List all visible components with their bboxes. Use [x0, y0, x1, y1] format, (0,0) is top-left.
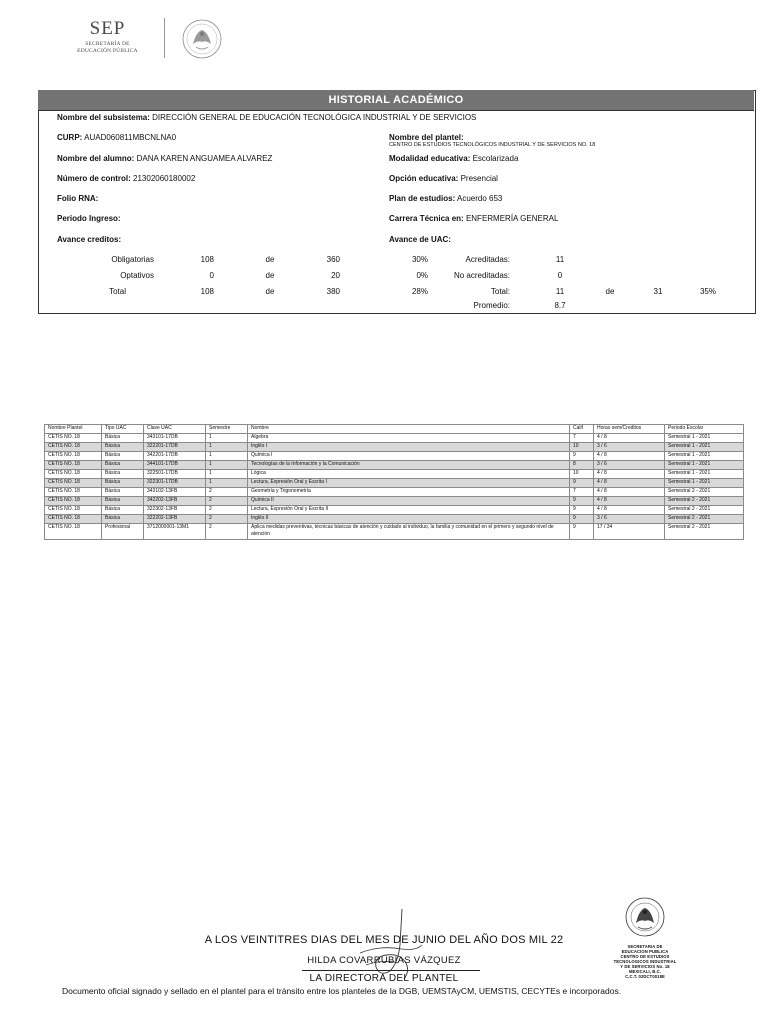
table-cell: Básica: [102, 515, 144, 524]
table-cell: Lectura, Expresión Oral y Escrita II: [248, 506, 570, 515]
carrera-value: ENFERMERÍA GENERAL: [465, 214, 559, 223]
total-de: de: [265, 287, 275, 296]
header-clave-uac: Clave UAC: [144, 425, 206, 434]
uac-total-pct: 35%: [699, 287, 716, 296]
header-nombre-plantel: Nombre Plantel: [45, 425, 102, 434]
table-cell: CETIS NO. 18: [45, 488, 102, 497]
table-cell: CETIS NO. 18: [45, 461, 102, 470]
table-cell: CETIS NO. 18: [45, 515, 102, 524]
curp-value: AUAD060811MBCNLNA0: [84, 133, 177, 142]
table-cell: 344101-17DB: [144, 461, 206, 470]
uac-total-value: 11: [555, 287, 565, 296]
alumno-field: [57, 154, 272, 163]
curp-label: CURP:: [57, 133, 83, 142]
uac-total-label: Total:: [490, 287, 510, 296]
folio-field: [57, 194, 98, 203]
opcion-label: Opción educativa:: [389, 174, 459, 183]
sep-logo-subtitle-1: SECRETARÍA DE: [85, 41, 130, 47]
table-cell: Inglés II: [248, 515, 570, 524]
plan-value: Acuerdo 653: [457, 194, 503, 203]
subsistema-label: Nombre del subsistema:: [57, 113, 150, 122]
periodo-field: [57, 214, 121, 223]
table-cell: Inglés I: [248, 443, 570, 452]
table-row: [45, 443, 744, 452]
table-row: [45, 434, 744, 443]
signer-name: HILDA COVARRUBIAS VÁZQUEZ: [307, 955, 461, 966]
alumno-value: DANA KAREN ANGUAMEA ALVAREZ: [136, 154, 273, 163]
table-cell: 1: [206, 461, 248, 470]
table-cell: 3712000001-13M1: [144, 524, 206, 540]
subsistema-field: [57, 113, 476, 122]
table-cell: 4 / 8: [594, 434, 665, 443]
total-label: Total: [109, 287, 126, 296]
table-cell: 4 / 8: [594, 470, 665, 479]
table-cell: 1: [206, 479, 248, 488]
table-cell: Básica: [102, 488, 144, 497]
table-cell: 9: [570, 452, 594, 461]
opcion-value: Presencial: [460, 174, 498, 183]
national-seal-icon: [176, 18, 228, 65]
table-cell: 10: [570, 443, 594, 452]
table-cell: Lectura, Expresión Oral y Escrita I: [248, 479, 570, 488]
table-cell: 9: [570, 506, 594, 515]
header-calif: Calif: [570, 425, 594, 434]
table-cell: Semestral 2 - 2021: [665, 515, 744, 524]
table-cell: 322202-13FB: [144, 515, 206, 524]
table-cell: 3 / 6: [594, 515, 665, 524]
table-cell: 2: [206, 506, 248, 515]
table-cell: Química II: [248, 497, 570, 506]
stamp-line: EDUCACION PUBLICA: [621, 949, 669, 954]
header-semestre: Semestre: [206, 425, 248, 434]
table-cell: 9: [570, 479, 594, 488]
table-cell: Básica: [102, 470, 144, 479]
carrera-field: [389, 214, 558, 223]
optativos-total: 20: [331, 271, 340, 280]
table-cell: 322501-17DB: [144, 470, 206, 479]
table-cell: CETIS NO. 18: [45, 470, 102, 479]
table-cell: 342202-13FB: [144, 497, 206, 506]
table-row: [45, 479, 744, 488]
table-cell: 1: [206, 452, 248, 461]
control-field: [57, 174, 195, 183]
header-horas-creditos: Horas sem/Creditos: [594, 425, 665, 434]
subjects-header-row: [45, 425, 744, 434]
table-cell: 1: [206, 470, 248, 479]
table-cell: 10: [570, 470, 594, 479]
table-cell: Semestral 1 - 2021: [665, 470, 744, 479]
sep-logo-subtitle-2: EDUCACIÓN PÚBLICA: [77, 48, 138, 54]
table-cell: 7: [570, 434, 594, 443]
optativos-value: 0: [209, 271, 214, 280]
table-cell: 3 / 6: [594, 443, 665, 452]
table-cell: 4 / 8: [594, 479, 665, 488]
table-cell: 322301-17DB: [144, 479, 206, 488]
table-cell: Tecnologías de la Información y la Comunicación: [248, 461, 570, 470]
table-cell: Álgebra: [248, 434, 570, 443]
acreditadas-label: Acreditadas:: [465, 255, 510, 264]
table-row: [45, 461, 744, 470]
promedio-value: 8.7: [554, 301, 566, 310]
table-cell: Básica: [102, 479, 144, 488]
stamp-line: TECNOLOGICOS INDUSTRIAL: [613, 959, 677, 964]
table-cell: 9: [570, 524, 594, 540]
table-cell: 342201-17DB: [144, 452, 206, 461]
table-cell: 322302-13FB: [144, 506, 206, 515]
table-cell: Básica: [102, 497, 144, 506]
table-cell: Básica: [102, 452, 144, 461]
periodo-label: Periodo Ingreso:: [57, 214, 121, 223]
curp-field: [57, 133, 176, 142]
total-pct: 28%: [411, 287, 428, 296]
table-cell: CETIS NO. 18: [45, 506, 102, 515]
table-cell: Semestral 1 - 2021: [665, 434, 744, 443]
table-cell: CETIS NO. 18: [45, 452, 102, 461]
table-cell: Semestral 2 - 2021: [665, 506, 744, 515]
header-tipo-uac: Tipo UAC: [102, 425, 144, 434]
no-acreditadas-value: 0: [557, 271, 563, 280]
table-cell: 322201-17DB: [144, 443, 206, 452]
table-cell: CETIS NO. 18: [45, 443, 102, 452]
stamp-line: SECRETARIA DE: [627, 944, 663, 949]
optativos-pct: 0%: [416, 271, 428, 280]
table-row: [45, 488, 744, 497]
sep-logo-text: SEP: [89, 18, 126, 39]
plan-field: [389, 194, 502, 203]
table-cell: 1: [206, 434, 248, 443]
table-cell: 4 / 8: [594, 506, 665, 515]
stamp-seal-icon: [600, 895, 690, 944]
plantel-field: [389, 133, 464, 142]
header-nombre: Nombre: [248, 425, 570, 434]
table-cell: 3 / 6: [594, 461, 665, 470]
table-cell: Química I: [248, 452, 570, 461]
table-cell: Semestral 2 - 2021: [665, 497, 744, 506]
folio-label: Folio RNA:: [57, 194, 99, 203]
stamp-line: MEXICALI, B.C.: [628, 969, 662, 974]
official-stamp: [600, 895, 690, 979]
total-value: 108: [200, 287, 214, 296]
table-cell: Aplica medidas preventivas, técnicas básicas de atención y cuidado al individuo, la familia y comunidad en el primero y segundo nivel de atención: [248, 524, 570, 540]
modalidad-label: Modalidad educativa:: [389, 154, 471, 163]
modalidad-field: [389, 154, 518, 163]
sep-logo: [60, 18, 155, 58]
table-cell: CETIS NO. 18: [45, 497, 102, 506]
subsistema-value: DIRECCIÓN GENERAL DE EDUCACIÓN TECNOLÓGICA INDUSTRIAL Y DE SERVICIOS: [152, 113, 477, 122]
alumno-label: Nombre del alumno:: [57, 154, 135, 163]
table-cell: CETIS NO. 18: [45, 524, 102, 540]
table-cell: 17 / 34: [594, 524, 665, 540]
uac-total-de: de: [605, 287, 615, 296]
table-cell: Básica: [102, 434, 144, 443]
table-cell: Semestral 1 - 2021: [665, 479, 744, 488]
table-row: [45, 452, 744, 461]
stamp-line: CENTRO DE ESTUDIOS: [620, 954, 670, 959]
signer-role: LA DIRECTORA DEL PLANTEL: [309, 973, 459, 984]
avance-uac-field: [389, 235, 451, 244]
signature-line: [302, 970, 480, 971]
table-cell: CETIS NO. 18: [45, 479, 102, 488]
control-value: 21302060180002: [133, 174, 196, 183]
subjects-table: [44, 424, 744, 540]
table-cell: Semestral 2 - 2021: [665, 488, 744, 497]
opcion-field: [389, 174, 498, 183]
table-cell: 2: [206, 497, 248, 506]
stamp-line: Y DE SERVICIOS No. 18: [620, 964, 670, 969]
plantel-label: Nombre del plantel:: [389, 133, 464, 142]
table-cell: Semestral 2 - 2021: [665, 524, 744, 540]
table-cell: 4 / 8: [594, 452, 665, 461]
table-cell: 9: [570, 515, 594, 524]
table-cell: Semestral 1 - 2021: [665, 461, 744, 470]
table-cell: Geometría y Trigonometría: [248, 488, 570, 497]
table-cell: 7: [570, 488, 594, 497]
table-cell: Básica: [102, 443, 144, 452]
avance-creditos-field: [57, 235, 121, 244]
table-cell: 1: [206, 443, 248, 452]
table-cell: CETIS NO. 18: [45, 434, 102, 443]
legal-note: Documento oficial signado y sellado en el plantel para el tránsito entre los planteles de la DGB, UEMSTAyCM, UEMSTIS, CECYTEs e incorporados.: [62, 986, 622, 996]
plan-label: Plan de estudios:: [389, 194, 456, 203]
table-cell: Básica: [102, 461, 144, 470]
table-row: [45, 524, 744, 540]
table-row: [45, 515, 744, 524]
table-cell: 2: [206, 515, 248, 524]
table-cell: Semestral 1 - 2021: [665, 443, 744, 452]
table-row: [45, 497, 744, 506]
obligatorias-total: 360: [326, 255, 340, 264]
issue-date-line: A LOS VEINTITRES DIAS DEL MES DE JUNIO DEL AÑO DOS MIL 22: [204, 934, 564, 946]
obligatorias-value: 108: [200, 255, 214, 264]
table-cell: 343101-17DB: [144, 434, 206, 443]
uac-total-total: 31: [653, 287, 663, 296]
obligatorias-de: de: [265, 255, 275, 264]
stamp-line: C.C.T. 02DCT0018E: [625, 974, 665, 979]
table-cell: 4 / 8: [594, 488, 665, 497]
table-cell: Semestral 1 - 2021: [665, 452, 744, 461]
plantel-value: CENTRO DE ESTUDIOS TECNOLÓGICOS INDUSTRIAL Y DE SERVICIOS NO. 18: [389, 142, 596, 148]
table-cell: 2: [206, 488, 248, 497]
table-cell: Básica: [102, 506, 144, 515]
acreditadas-value: 11: [555, 255, 565, 264]
total-total: 380: [326, 287, 340, 296]
obligatorias-label: Obligatorias: [111, 255, 154, 264]
control-label: Número de control:: [57, 174, 131, 183]
table-row: [45, 506, 744, 515]
table-cell: Lógica: [248, 470, 570, 479]
table-cell: 9: [570, 497, 594, 506]
table-cell: 2: [206, 524, 248, 540]
table-row: [45, 470, 744, 479]
no-acreditadas-label: No acreditadas:: [453, 271, 510, 280]
avance-uac-label: Avance de UAC:: [389, 235, 451, 244]
table-cell: 4 / 8: [594, 497, 665, 506]
promedio-label: Promedio:: [473, 301, 510, 310]
table-cell: 8: [570, 461, 594, 470]
carrera-label: Carrera Técnica en:: [389, 214, 464, 223]
optativos-de: de: [265, 271, 275, 280]
table-cell: 343102-13FB: [144, 488, 206, 497]
modalidad-value: Escolarizada: [472, 154, 519, 163]
historial-title: HISTORIAL ACADÉMICO: [38, 90, 754, 111]
header-periodo-escolar: Periodo Escolar: [665, 425, 744, 434]
optativos-label: Optativos: [120, 271, 154, 280]
table-cell: Profesional: [102, 524, 144, 540]
logo-divider: [164, 18, 165, 58]
obligatorias-pct: 30%: [411, 255, 428, 264]
avance-creditos-label: Avance creditos:: [57, 235, 122, 244]
